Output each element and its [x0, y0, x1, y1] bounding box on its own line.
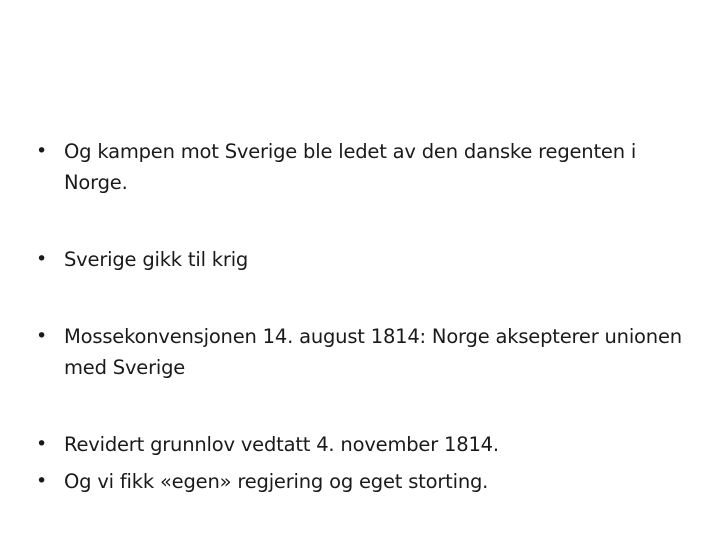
bullet-marker: •	[36, 470, 48, 492]
bullet-marker: •	[36, 325, 48, 347]
bullet-item	[36, 244, 686, 275]
bullet-text: Og vi fikk «egen» regjering og eget storting.	[64, 470, 489, 493]
bullet-item	[36, 136, 686, 198]
bullet-marker: •	[36, 433, 48, 455]
bullet-text: Revidert grunnlov vedtatt 4. november 1814.	[64, 433, 499, 456]
bullet-text: Sverige gikk til krig	[64, 248, 249, 271]
bullet-marker: •	[36, 248, 48, 270]
bullet-item	[36, 429, 686, 460]
bullet-list	[36, 136, 686, 497]
bullet-item	[36, 321, 686, 383]
bullet-text: Og kampen mot Sverige ble ledet av den danske regenten i Norge.	[64, 140, 637, 194]
bullet-marker: •	[36, 140, 48, 162]
bullet-text: Mossekonvensjonen 14. august 1814: Norge aksepterer unionen med Sverige	[64, 325, 682, 379]
bullet-item	[36, 466, 686, 497]
